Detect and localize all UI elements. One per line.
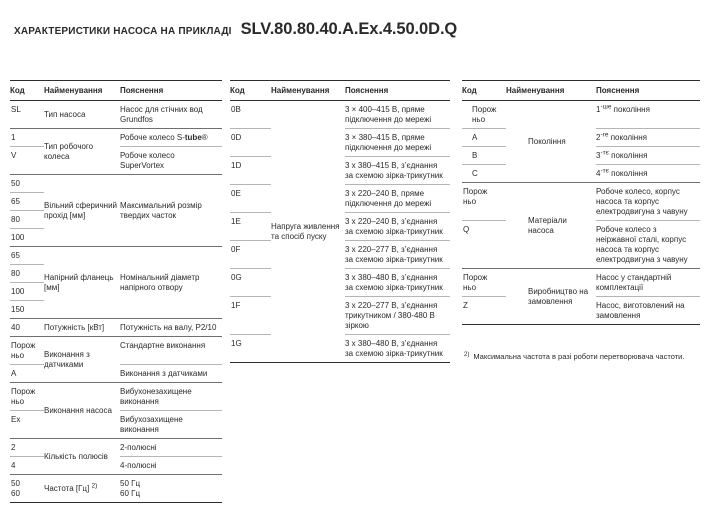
generation-materials-custom-build-table	[462, 80, 700, 325]
column-header: Найменування	[44, 81, 120, 101]
code-cell: V	[10, 147, 44, 175]
code-cell: 1D	[230, 157, 271, 185]
code-cell: 0D	[230, 129, 271, 157]
description-cell: Вибухонезахищене виконання	[120, 383, 222, 411]
description-cell: 50 Гц 60 Гц	[120, 475, 222, 503]
description-cell: Робоче колесо SuperVortex	[120, 147, 222, 175]
description-cell: 3 x 220–277 В, з’єднання за схемою зірка-трикутник	[345, 241, 450, 269]
code-cell: 50	[10, 175, 44, 193]
description-cell: Насос у стандартній комплектації	[596, 269, 700, 297]
pump-type-and-size-codes-section	[10, 80, 222, 503]
code-cell: 0E	[230, 185, 271, 213]
name-cell: Виконання з датчиками	[44, 337, 120, 383]
name-cell: Кількість полюсів	[44, 439, 120, 475]
supply-voltage-codes-section	[230, 80, 450, 363]
code-cell: 65	[10, 193, 44, 211]
description-cell: 3 x 380–480 В, з’єднання за схемою зірка-трикутник	[345, 269, 450, 297]
description-cell: 3 x 220–277 В, з’єднання трикутником / 380-480 В зіркою	[345, 297, 450, 335]
code-cell: Ex	[10, 411, 44, 439]
description-cell: Максимальний розмір твердих часток	[120, 175, 222, 247]
code-cell: 0G	[230, 269, 271, 297]
column-header: Пояснення	[120, 81, 222, 101]
code-cell: 100	[10, 229, 44, 247]
page-title-label: ХАРАКТЕРИСТИКИ НАСОСА НА ПРИКЛАДІ	[14, 26, 232, 37]
code-cell: B	[462, 147, 506, 165]
column-header: Найменування	[271, 81, 345, 101]
description-cell: Насос для стічних вод Grundfos	[120, 101, 222, 129]
code-cell: A	[462, 129, 506, 147]
name-cell: Покоління	[506, 101, 596, 183]
code-cell: 1F	[230, 297, 271, 335]
description-cell: 3 × 400–415 В, пряме підключення до мережі	[345, 101, 450, 129]
footnote	[464, 352, 698, 362]
description-cell: $4^{-тє}$ покоління	[596, 165, 700, 183]
code-cell: 1	[10, 129, 44, 147]
name-cell: Напруга живлення та спосіб пуску	[271, 101, 345, 363]
description-cell: Виконання з датчиками	[120, 365, 222, 383]
code-cell: 65	[10, 247, 44, 265]
description-cell: Насос, виготовлений на замовлення	[596, 297, 700, 325]
name-cell: Матеріали насоса	[506, 183, 596, 269]
code-cell: 50 60	[10, 475, 44, 503]
column-header: Код	[10, 81, 44, 101]
description-cell: Робоче колесо з неіржавної сталі, корпус насоса та корпус електродвигуна з чавуну	[596, 221, 700, 269]
name-cell: Напірний фланець [мм]	[44, 247, 120, 319]
description-cell: Номінальний діаметр напірного отвору	[120, 247, 222, 319]
name-cell: Виконання насоса	[44, 383, 120, 439]
name-cell: Частота [Гц] $^{2)}$	[44, 475, 120, 503]
code-cell: 0F	[230, 241, 271, 269]
generation-materials-codes-section	[462, 80, 700, 325]
column-header: Код	[230, 81, 271, 101]
description-cell: 3 x 380–415 В, з’єднання за схемою зірка-трикутник	[345, 157, 450, 185]
description-cell: 3 × 380–415 В, пряме підключення до мережі	[345, 129, 450, 157]
description-cell: 3 x 220–240 В, пряме підключення до мережі	[345, 185, 450, 213]
name-cell: Виробництво на замовлення	[506, 269, 596, 325]
description-cell: Робоче колесо, корпус насоса та корпус електродвигуна з чавуну	[596, 183, 700, 221]
code-cell: 100	[10, 283, 44, 301]
code-cell: A	[10, 365, 44, 383]
name-cell: Вільний сферичний прохід [мм]	[44, 175, 120, 247]
column-header: Пояснення	[345, 81, 450, 101]
footnote-text: Максимальна частота в разі роботи перетворювача частоти.	[473, 352, 685, 361]
column-header: Код	[462, 81, 506, 101]
code-cell: Порож ньо	[462, 269, 506, 297]
pump-type-key-code: SLV.80.80.40.A.Ex.4.50.0D.Q	[240, 20, 458, 38]
code-cell: SL	[10, 101, 44, 129]
description-cell: 4-полюсні	[120, 457, 222, 475]
description-cell: $3^{-тє}$ покоління	[596, 147, 700, 165]
name-cell: Тип насоса	[44, 101, 120, 129]
name-cell: Потужність [кВт]	[44, 319, 120, 337]
code-cell: Порож ньо	[10, 337, 44, 365]
code-cell: Порож ньо	[462, 183, 506, 221]
description-cell: $1^{-ше}$ покоління	[596, 101, 700, 129]
description-cell: 3 x 380–480 В, з’єднання за схемою зірка-трикутник	[345, 335, 450, 363]
column-header: Пояснення	[596, 81, 700, 101]
code-cell: Z	[462, 297, 506, 325]
code-cell: Q	[462, 221, 506, 269]
column-header: Найменування	[506, 81, 596, 101]
name-cell: Тип робочого колеса	[44, 129, 120, 175]
supply-voltage-and-starting-method-table	[230, 80, 450, 363]
code-cell: 0B	[230, 101, 271, 129]
description-cell: Робоче колесо S-tube®	[120, 129, 222, 147]
code-cell: 80	[10, 211, 44, 229]
page-title	[14, 20, 457, 39]
code-cell: Порож ньо	[10, 383, 44, 411]
pump-type-and-size-codes-table	[10, 80, 222, 503]
description-cell: 2-полюсні	[120, 439, 222, 457]
footnote-marker: 2)	[464, 352, 470, 358]
code-cell: 4	[10, 457, 44, 475]
description-cell: $2^{-ге}$ покоління	[596, 129, 700, 147]
code-cell: 40	[10, 319, 44, 337]
description-cell: Вибухозахищене виконання	[120, 411, 222, 439]
code-cell: Порож ньо	[462, 101, 506, 129]
description-cell: Стандартне виконання	[120, 337, 222, 365]
description-cell: 3 x 220–240 В, з’єднання за схемою зірка-трикутник	[345, 213, 450, 241]
code-cell: C	[462, 165, 506, 183]
code-cell: 1E	[230, 213, 271, 241]
code-cell: 2	[10, 439, 44, 457]
description-cell: Потужність на валу, P2/10	[120, 319, 222, 337]
code-cell: 1G	[230, 335, 271, 363]
code-cell: 80	[10, 265, 44, 283]
code-cell: 150	[10, 301, 44, 319]
